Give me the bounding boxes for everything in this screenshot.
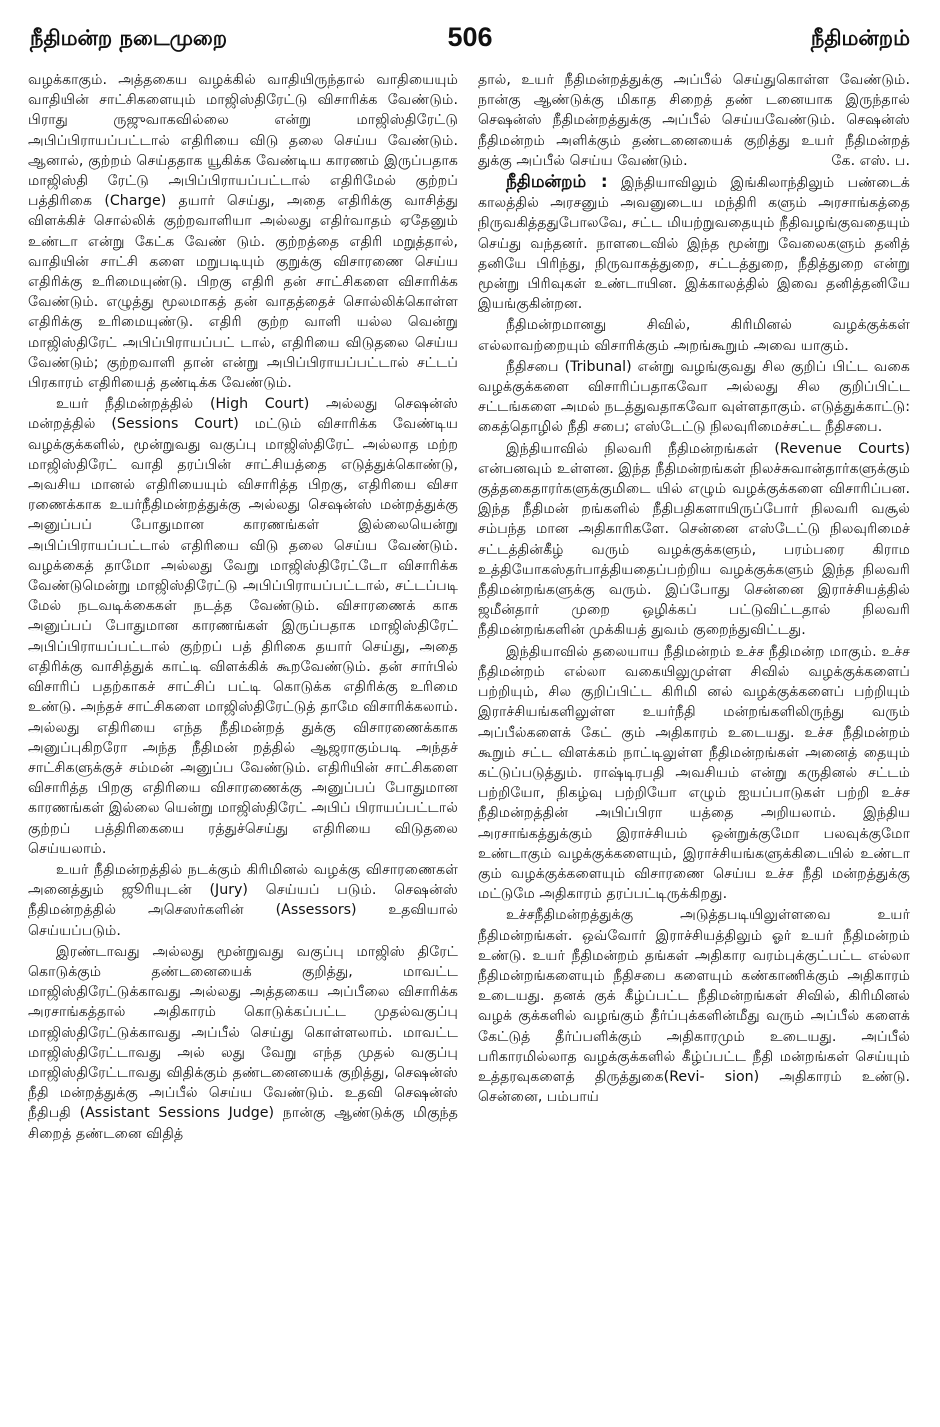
left-column	[28, 70, 458, 1410]
paragraph: நீதிசபை (Tribunal) என்று வழங்குவது சில குறிப் பிட்ட வகை வழக்குக்களை விசாரிப்பதாகவோ அல்லது சில குறிப்பிட்ட சட்டங்களை அமல் நடத்துவதாகவோ வுள்ளதாகும். எடுத்துக்காட்டு: கைத்தொழில் நீதி சபை; எஸ்டேட்டு நிலவுரிமைச்சட்ட நீதிசபை.	[478, 358, 910, 436]
author-signature: கே. எஸ். ப.	[831, 152, 910, 169]
running-head-left: நீதிமன்ற நடைமுறை	[30, 26, 228, 50]
page-number: 506	[447, 22, 493, 52]
paragraph-text: தால், உயர் நீதிமன்றத்துக்கு அப்பீல் செய்துகொள்ள வேண்டும். நான்கு ஆண்டுக்கு மிகாத சிறைத் தண் டனையாக இருந்தால் செஷன்ஸ் நீதிமன்றத்துக்கு அப்பீல் செய்யவேண்டும். செஷன்ஸ் நீதிமன்றம் அளிக்கும் தண்டனையைக் குறித்து உயர் நீதிமன்றத் துக்கு அப்பீல் செய்ய வேண்டும்.	[478, 72, 910, 169]
right-column	[478, 70, 910, 1410]
paragraph: இந்தியாவில் தலையாய நீதிமன்றம் உச்ச நீதிமன்ற மாகும். உச்ச நீதிமன்றம் எல்லா வகையிலுமுள்ள சிவில் வழக்குக்களைப் பற்றியும், சில குறிப்பிட்ட கிரிமி னல் வழக்குக்களைப் பற்றியும் இராச்சியங்களிலுள்ள உயர்நீதி மன்றங்களிலிருந்து வரும் அப்பீல்களைக் கேட் கும் அதிகாரம் உடையது. உச்ச நீதிமன்றம் கூறும் சட்ட விளக்கம் நாட்டிலுள்ள நீதிமன்றங்கள் அனைத் தையும் கட்டுப்படுத்தும். ராஷ்டிரபதி அவசியம் என்று கருதினல் சட்டம் பற்றியோ, நிகழ்வு பற்றியோ எழும் ஐயப்பாடுகள் பற்றி உச்ச நீதிமன்றத்தின் அபிப்பிரா யத்தை அறியலாம். இந்திய அரசாங்கத்துக்கும் இராச்சியம் ஒன்றுக்குமோ பலவுக்குமோ உண்டாகும் வழக்குக்களையும், இராச்சியங்களுக்கிடையில் உண்டா கும் வழக்குக்களையும் விசாரணை செய்ய உச்ச நீதி மன்றத்துக்கு மட்டுமே அதிகாரம் தரப்பட்டிருக்கிறது.	[478, 643, 910, 903]
entry-title: நீதிமன்றம் :	[506, 172, 608, 193]
paragraph: இரண்டாவது அல்லது மூன்றுவது வகுப்பு மாஜிஸ் திரேட் கொடுக்கும் தண்டனையைக் குறித்து, மாவட்ட மாஜிஸ்திரேட்டுக்காவது அல்லது அத்தகைய அப்பீலை விசாரிக்க அரசாங்கத்தால் அதிகாரம் கொடுக்கப்பட்ட முதல்வகுப்பு மாஜிஸ்திரேட்டுக்காவது அப்பீல் செய்து கொள்ளலாம். மாவட்ட மாஜிஸ்திரேட்டாவது அல் லது வேறு எந்த முதல் வகுப்பு மாஜிஸ்திரேட்டாவது விதிக்கும் தண்டனையைக் குறித்து, செஷன்ஸ் நீதி மன்றத்துக்கு அப்பீல் செய்ய வேண்டும். உதவி செஷன்ஸ் நீதிபதி (Assistant Sessions Judge) நான்கு ஆண்டுக்கு மிகுந்த சிறைத் தண்டனை விதித்	[28, 943, 458, 1142]
paragraph-text: இந்தியாவிலும் இங்கிலாந்திலும் பண்டைக் காலத்தில் அரசனும் அவனுடைய மந்திரி களும் அரசாங்கத்தை நிருவகித்ததுபோலவே, சட்ட மியற்றுவதையும் நீதிவழங்குவதையும் செய்து வந்தனர். நாளடைவில் இந்த மூன்று வேலைகளும் தனித் தனியே பிரிந்து, நிருவாகத்துறை, சட்டத்துறை, நீதித்துறை என்று மூன்று பிரிவுகள் உண்டாயின. இக்காலத்தில் இவை தனித்தனியே இயங்குகின்றன.	[478, 175, 910, 313]
paragraph: நீதிமன்றமானது சிவில், கிரிமினல் வழக்குக்கள் எல்லாவற்றையும் விசாரிக்கும் அறங்கூறும் அவை யாகும்.	[478, 317, 910, 354]
entry-paragraph	[478, 172, 910, 314]
paragraph: உயர் நீதிமன்றத்தில் நடக்கும் கிரிமினல் வழக்கு விசாரணைகள் அனைத்தும் ஜூரியுடன் (Jury) செய்யப் படும். செஷன்ஸ் நீதிமன்றத்தில் அசெஸர்களின் (Assessors) உதவியால் செய்யப்படும்.	[28, 861, 458, 939]
page-header	[30, 22, 910, 66]
paragraph: வழக்காகும். அத்தகைய வழக்கில் வாதியிருந்தால் வாதியையும் வாதியின் சாட்சிகளையும் மாஜிஸ்திரேட்டு விசாரிக்க வேண்டும். பிராது ருஜுவாகவில்லை என்று மாஜிஸ்திரேட்டு அபிப்பிராயப்பட்டால் எதிரியை விடு தலை செய்ய வேண்டும். ஆனால், குற்றம் செய்ததாக யூகிக்க வேண்டிய காரணம் இருப்பதாக மாஜிஸ்தி ரேட்டு அபிப்பிராயப்பட்டால் எதிரிமேல் குற்றப் பத்திரிகை (Charge) தயார் செய்து, அதை எதிரிக்கு வாசித்து விளக்கிச் சொல்லிக் குற்றவாளியா அல்லது எதிர்வாதம் ஏதேனும் உண்டா என்று கேட்க வேண் டும். குற்றத்தை எதிரி மறுத்தால், வாதியின் சாட்சி களை மறுபடியும் குறுக்கு விசாரணை செய்ய எதிரிக்கு உரிமையுண்டு. பிறகு எதிரி தன் சாட்சிகளை விசாரிக்க வேண்டும். எழுத்து மூலமாகத் தன் வாதத்தைச் சொல்லிக்கொள்ள எதிரிக்கு உரிமையுண்டு. எதிரி குற்ற வாளி யல்ல வென்று மாஜிஸ்திரேட் அபிப்பிராயப்பட் டால், எதிரியை விடுதலை செய்ய வேண்டும்; குற்றவாளி தான் என்று அபிப்பிராயப்பட்டால் சட்டப் பிரகாரம் எதிரியைத் தண்டிக்க வேண்டும்.	[28, 72, 458, 392]
paragraph	[478, 70, 910, 171]
paragraph: உயர் நீதிமன்றத்தில் (High Court) அல்லது செஷன்ஸ் மன்றத்தில் (Sessions Court) மட்டும் விசாரிக்க வேண்டிய வழக்குக்களில், மூன்றுவது வகுப்பு மாஜிஸ்திரேட் அல்லாத மற்ற மாஜிஸ்திரேட் வாதி தரப்பின் சாட்சியத்தை எடுத்துக்கொண்டு, அவசிய மானல் எதிரியையும் விசாரித்த பிறகு, எதிரியை விசா ரணைக்காக உயர்நீதிமன்றத்துக்கு அல்லது செஷன்ஸ் மன்றத்துக்கு அனுப்பப் போதுமான காரணங்கள் இல்லையென்று அபிப்பிராயப்பட்டால் எதிரியை விடு தலை செய்ய வேண்டும். வழக்கைத் தாமோ அல்லது வேறு மாஜிஸ்திரேட்டோ விசாரிக்க வேண்டுமென்று மாஜிஸ்திரேட்டு அபிப்பிராயப்பட்டால், சட்டப்படி மேல் நடவடிக்கைகள் நடத்த வேண்டும். விசாரணைக் காக அனுப்பப் போதுமான காரணங்கள் இருப்பதாக மாஜிஸ்திரேட் அபிப்பிராயப்பட்டால் குற்றப் பத் திரிகை தயார் செய்து, அதை எதிரிக்கு வாசித்துக் காட்டி விளக்கிக் கூறவேண்டும். தன் சார்பில் விசாரிப் பதற்காகச் சாட்சிப் பட்டி கொடுக்க எதிரிக்கு உரிமை உண்டு. அந்தச் சாட்சிகளை மாஜிஸ்திரேட்டுத் தாமே விசாரிக்கலாம். அல்லது எதிரியை எந்த நீதிமன்றத் துக்கு விசாரணைக்காக அனுப்புகிறரோ அந்த நீதிமன் றத்தில் ஆஜராகும்படி அந்தச் சாட்சிகளுக்குச் சம்மன் அனுப்ப வேண்டும். எதிரியின் சாட்சிகளை விசாரித்த பிறகு எதிரியை விசாரணைக்கு அனுப்பப் போதுமான காரணங்கள் இல்லை யென்று மாஜிஸ்திரேட் அபிப் பிராயப்பட்டால் குற்றப் பத்திரிகையை ரத்துச்செய்து எதிரியை விடுதலை செய்யலாம்.	[28, 396, 458, 857]
paragraph: உச்சநீதிமன்றத்துக்கு அடுத்தபடியிலுள்ளவை உயர் நீதிமன்றங்கள். ஒவ்வோர் இராச்சியத்திலும் ஓர் உயர் நீதிமன்றம் உண்டு. உயர் நீதிமன்றம் தங்கள் அதிகார வரம்புக்குட்பட்ட எல்லா நீதிமன்றங்களையும் நீதிசபை களையும் கண்காணிக்கும் அதிகாரம் உடையது. தனக் குக் கீழ்ப்பட்ட நீதிமன்றங்கள் சிவில், கிரிமினல் வழக் குக்களில் வழங்கும் தீர்ப்புக்களின்மீது வரும் அப்பீல் களைக் கேட்டுத் தீர்ப்பளிக்கும் அதிகாரமும் உடையது. அப்பீல் பரிகாரமில்லாத வழக்குக்களில் கீழ்ப்பட்ட நீதி மன்றங்கள் செய்யும் உத்தரவுகளைத் திருத்துகை(Revi- sion) அதிகாரம் உண்டு. சென்னை, பம்பாய்	[478, 907, 910, 1106]
paragraph: இந்தியாவில் நிலவரி நீதிமன்றங்கள் (Revenue Courts) என்பனவும் உள்ளன. இந்த நீதிமன்றங்கள் நிலச்சுவான்தார்களுக்கும் குத்தகைதாரர்களுக்குமிடை யில் எழும் வழக்குக்களை விசாரிப்பன. இந்த நீதிமன் றங்களில் நீதிபதிகளாயிருப்போர் நிலவரி வசூல் சம்பந்த மான அதிகாரிகளே. சென்னை எஸ்டேட்டு நிலவுரிமைச் சட்டத்தின்கீழ் வரும் வழக்குக்களும், பரம்பரை கிராம உத்தியோகஸ்தர்பாத்தியதைப்பற்றிய வழக்குக்களும் இந்த நிலவரி நீதிமன்றங்களுக்கு வரும். இப்போது சென்னை இராச்சியத்தில் ஜமீன்தார் முறை ஒழிக்கப் பட்டுவிட்டதால் நிலவரி நீதிமன்றங்களின் முக்கியத் துவம் குறைந்துவிட்டது.	[478, 440, 910, 639]
running-head-right: நீதிமன்றம்	[810, 26, 910, 50]
